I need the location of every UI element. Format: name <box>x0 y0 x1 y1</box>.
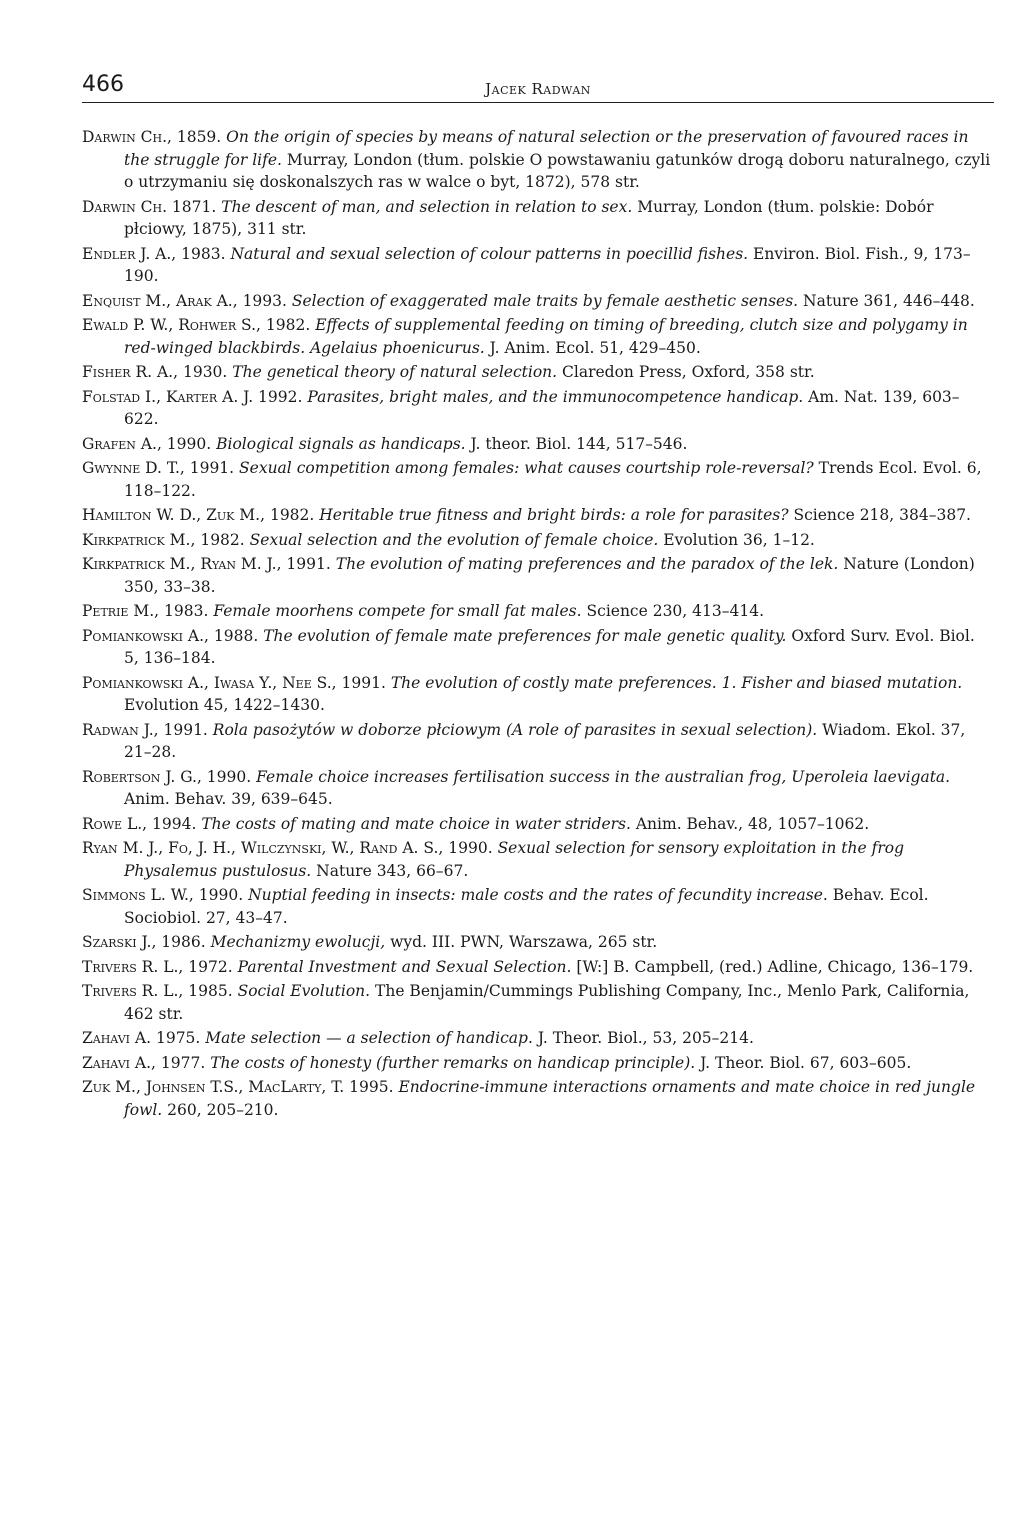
reference-source: Nature 361, 446–448. <box>803 291 975 310</box>
reference-title: Social Evolution. <box>237 982 371 1000</box>
reference-source: [W:] B. Campbell, (red.) Adline, Chicago, 136–179. <box>576 957 974 976</box>
reference-title: Parental Investment and Sexual Selection. <box>237 957 572 976</box>
reference-title: The costs of honesty (further remarks on handicap principle). <box>210 1053 696 1072</box>
reference-source: Oxford Surv. Evol. Biol. 5, 136–184. <box>124 626 975 667</box>
reference-entry <box>82 504 992 527</box>
reference-source: Science 218, 384–387. <box>793 506 971 524</box>
reference-entry <box>82 813 992 836</box>
reference-title: Sexual selection for sensory exploitation in the frog Physalemus pustulosus. <box>124 839 905 880</box>
reference-entry <box>82 766 992 811</box>
reference-entry <box>82 980 992 1025</box>
reference-entry <box>82 1027 992 1050</box>
reference-source: Evolution 45, 1422–1430. <box>124 696 325 714</box>
reference-authors: Fisher R. A., 1930. <box>82 363 228 381</box>
reference-entry <box>82 931 992 954</box>
reference-title: The genetical theory of natural selection. <box>232 363 558 381</box>
reference-source: Claredon Press, Oxford, 358 str. <box>562 363 815 381</box>
reference-title: The descent of man, and selection in relation to sex. <box>221 197 633 216</box>
reference-source: Nature (London) 350, 33–38. <box>124 555 975 596</box>
reference-source: Am. Nat. 139, 603–622. <box>124 387 960 428</box>
reference-source: J. Theor. Biol., 53, 205–214. <box>537 1029 754 1047</box>
reference-authors: Ewald P. W., Rohwer S., 1982. <box>82 316 311 334</box>
reference-source: Anim. Behav., 48, 1057–1062. <box>635 814 870 833</box>
reference-source: Science 230, 413–414. <box>586 602 764 620</box>
reference-entry <box>82 1052 992 1075</box>
reference-authors: Folstad I., Karter A. J. 1992. <box>82 387 303 406</box>
reference-entry <box>82 386 992 431</box>
reference-authors: Simmons L. W., 1990. <box>82 886 244 904</box>
reference-authors: Szarski J., 1986. <box>82 933 206 951</box>
reference-source: Behav. Ecol. Sociobiol. 27, 43–47. <box>124 886 929 927</box>
reference-source: J. Theor. Biol. 67, 603–605. <box>700 1053 912 1072</box>
reference-entry <box>82 290 992 313</box>
page-number: 466 <box>82 72 124 97</box>
reference-authors: Trivers R. L., 1985. <box>82 982 233 1000</box>
reference-authors: Hamilton W. D., Zuk M., 1982. <box>82 506 315 524</box>
reference-entry <box>82 243 992 288</box>
reference-entry <box>82 196 992 241</box>
reference-source: Trends Ecol. Evol. 6, 118–122. <box>124 459 982 500</box>
reference-authors: Endler J. A., 1983. <box>82 244 226 263</box>
reference-list <box>82 126 992 1123</box>
reference-entry <box>82 625 992 670</box>
reference-entry <box>82 884 992 929</box>
reference-entry <box>82 719 992 764</box>
reference-title: The evolution of mating preferences and the paradox of the lek. <box>335 555 839 573</box>
reference-entry <box>82 553 992 598</box>
reference-authors: Zuk M., Johnsen T.S., MacLarty, T. 1995. <box>82 1078 394 1096</box>
reference-authors: Zahavi A., 1977. <box>82 1053 206 1072</box>
reference-authors: Rowe L., 1994. <box>82 814 197 833</box>
reference-title: Biological signals as handicaps. <box>216 434 466 453</box>
reference-entry <box>82 457 992 502</box>
reference-title: Effects of supplemental feeding on timing of breeding, clutch size and polygamy in red-winged blackbirds. Agelaius phoenicurus. <box>124 316 968 357</box>
reference-title: Female moorhens compete for small fat males. <box>213 602 582 620</box>
reference-authors: Ryan M. J., Fo, J. H., Wilczynski, W., Rand A. S., 1990. <box>82 839 493 857</box>
reference-entry <box>82 837 992 882</box>
reference-entry <box>82 529 992 552</box>
reference-source: The Benjamin/Cummings Publishing Company, Inc., Menlo Park, California, 462 str. <box>124 982 970 1023</box>
reference-authors: Pomiankowski A., 1988. <box>82 626 259 645</box>
reference-source: Evolution 36, 1–12. <box>663 530 815 549</box>
reference-source: Nature 343, 66–67. <box>316 861 469 880</box>
reference-title: On the origin of species by means of natural selection or the preservation of favoured races in the struggle for life. <box>124 128 969 169</box>
reference-entry <box>82 433 992 456</box>
reference-title: Female choice increases fertilisation success in the australian frog, Uperoleia laevigata. <box>256 767 951 786</box>
reference-source: Anim. Behav. 39, 639–645. <box>124 790 333 808</box>
reference-entry <box>82 126 992 194</box>
reference-source: J. Anim. Ecol. 51, 429–450. <box>489 338 701 357</box>
reference-authors: Petrie M., 1983. <box>82 602 209 620</box>
reference-source: J. theor. Biol. 144, 517–546. <box>470 434 688 453</box>
reference-entry <box>82 314 992 359</box>
reference-entry <box>82 600 992 623</box>
reference-entry <box>82 361 992 384</box>
reference-authors: Trivers R. L., 1972. <box>82 957 233 976</box>
reference-authors: Radwan J., 1991. <box>82 720 208 739</box>
reference-title: Rola pasożytów w doborze płciowym (A role of parasites in sexual selection). <box>212 720 818 739</box>
reference-title: Endocrine-immune interactions ornaments and mate choice in red jungle fowl. <box>124 1078 976 1119</box>
reference-source: 260, 205–210. <box>167 1100 279 1119</box>
reference-authors: Kirkpatrick M., Ryan M. J., 1991. <box>82 555 331 573</box>
reference-source: Environ. Biol. Fish., 9, 173–190. <box>124 244 971 285</box>
reference-authors: Gwynne D. T., 1991. <box>82 459 235 477</box>
reference-title: Mate selection — a selection of handicap. <box>205 1029 533 1047</box>
reference-title: Heritable true fitness and bright birds: a role for parasites? <box>319 506 789 524</box>
page-header <box>82 72 994 103</box>
reference-source: Murray, London (tłum. polskie: Dobór płciowy, 1875), 311 str. <box>124 197 934 238</box>
reference-title: Sexual competition among females: what causes courtship role-reversal? <box>239 459 814 477</box>
reference-authors: Darwin Ch., 1859. <box>82 128 222 146</box>
reference-title: Natural and sexual selection of colour patterns in poecillid fishes. <box>230 244 749 263</box>
reference-authors: Pomiankowski A., Iwasa Y., Nee S., 1991. <box>82 673 386 692</box>
reference-title: Mechanizmy ewolucji, <box>210 933 386 951</box>
reference-authors: Robertson J. G., 1990. <box>82 767 252 786</box>
reference-authors: Zahavi A. 1975. <box>82 1029 201 1047</box>
reference-authors: Darwin Ch. 1871. <box>82 197 217 216</box>
reference-title: Parasites, bright males, and the immunocompetence handicap. <box>307 387 804 406</box>
reference-authors: Kirkpatrick M., 1982. <box>82 530 245 549</box>
reference-authors: Enquist M., Arak A., 1993. <box>82 291 287 310</box>
reference-source: Wiadom. Ekol. 37, 21–28. <box>124 720 966 761</box>
reference-entry <box>82 672 992 717</box>
reference-entry <box>82 956 992 979</box>
reference-title: The evolution of costly mate preferences. 1. Fisher and biased mutation. <box>390 673 963 692</box>
reference-source: wyd. III. PWN, Warszawa, 265 str. <box>390 933 658 951</box>
reference-source: Murray, London (tłum. polskie O powstawaniu gatunków drogą doboru naturalnego, czyli o utrzymaniu się doskonalszych ras w walce o byt, 1872), 578 str. <box>124 150 991 191</box>
reference-authors: Grafen A., 1990. <box>82 434 212 453</box>
reference-entry <box>82 1076 992 1121</box>
reference-title: The evolution of female mate preferences for male genetic quality. <box>263 626 787 645</box>
reference-title: The costs of mating and mate choice in water striders. <box>201 814 631 833</box>
running-title: Jacek Radwan <box>485 80 591 98</box>
reference-title: Selection of exaggerated male traits by female aesthetic senses. <box>291 291 799 310</box>
reference-title: Sexual selection and the evolution of female choice. <box>249 530 659 549</box>
reference-title: Nuptial feeding in insects: male costs and the rates of fecundity increase. <box>248 886 828 904</box>
